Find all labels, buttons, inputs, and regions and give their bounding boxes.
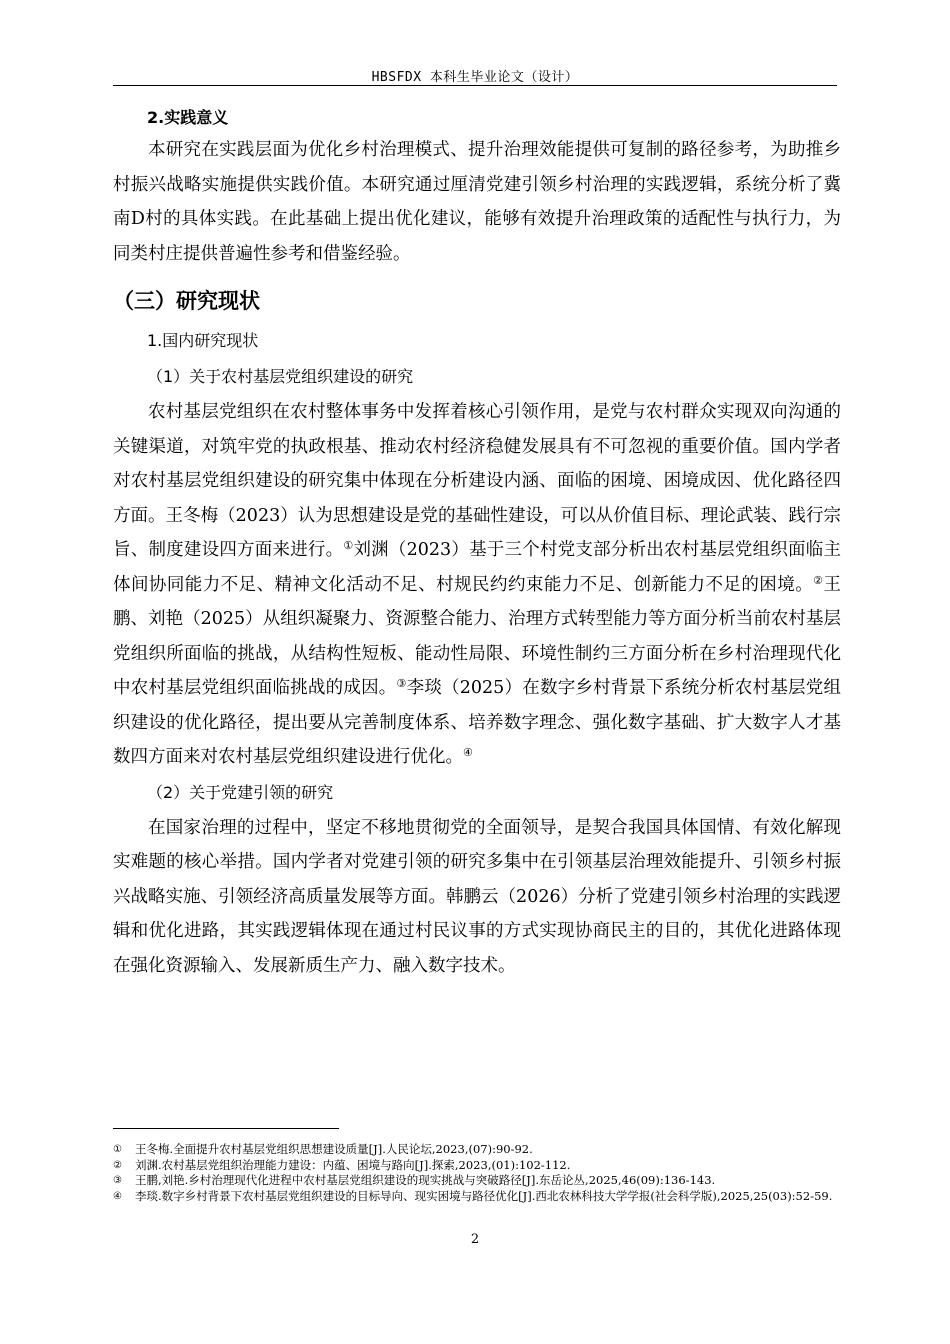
subheading-domestic-research: 1.国内研究现状 (147, 331, 259, 350)
footnote-2 (113, 1158, 841, 1174)
subheading-party-leadership-research: （2）关于党建引领的研究 (147, 782, 334, 802)
page-number: 2 (470, 1232, 480, 1247)
paragraph-text-b: 刘渊（2023）基于三个村党支部分析出农村基层党组织面临主体间协同能力不足、精神文化活动不足、村规民约约束能力不足、创新能力不足的困境。 (113, 540, 841, 595)
footnote-number: ③ (113, 1175, 122, 1186)
paragraph-practical-significance: 本研究在实践层面为优化乡村治理模式、提升治理效能提供可复制的路径参考，为助推乡村振兴战略实施提供实践价值。本研究通过厘清党建引领乡村治理的实践逻辑，系统分析了冀南D村的具体实践。在此基础上提出优化建议，能够有效提升治理政策的适配性与执行力，为同类村庄提供普遍性参考和借鉴经验。 (113, 140, 841, 264)
footnote-ref-3[interactable]: ③ (396, 677, 407, 690)
paragraph-party-organization (113, 395, 841, 775)
footnote-text: 刘渊.农村基层党组织治理能力建设：内蕴、困境与路向[J].探索,2023,(01):102-112. (135, 1157, 571, 1172)
footnote-ref-4[interactable]: ④ (463, 746, 473, 759)
footnotes (113, 1142, 841, 1204)
header-rule (113, 85, 837, 86)
footnote-text: 王鹏,刘艳.乡村治理现代化进程中农村基层党组织建设的现实挑战与突破路径[J].东岳论丛,2025,46(09):136-143. (135, 1173, 716, 1187)
footnote-4 (113, 1189, 841, 1205)
footnote-number: ② (113, 1159, 122, 1171)
paragraph-text-d: 李琰（2025）在数字乡村背景下系统分析农村基层党组织建设的优化路径，提出要从完善制度体系、培养数字理念、强化数字基础、扩大数字人才基数四方面来对农村基层党组织建设进行优化。 (113, 678, 841, 767)
footnote-ref-1[interactable]: ① (343, 539, 354, 552)
section-heading-practical-significance: 2.实践意义 (147, 108, 229, 127)
footnote-number: ④ (113, 1190, 122, 1202)
footnote-ref-2[interactable]: ② (813, 573, 824, 587)
body-text (113, 103, 841, 983)
subheading-party-organization-research: （1）关于农村基层党组织建设的研究 (147, 367, 414, 386)
footnote-text: 王冬梅.全面提升农村基层党组织思想建设质量[J].人民论坛,2023,(07):90-92. (135, 1142, 533, 1156)
running-header: HBSFDX 本科生毕业论文（设计） (371, 70, 579, 85)
paragraph-text-a: 农村基层党组织在农村整体事务中发挥着核心引领作用，是党与农村群众实现双向沟通的关键渠道，对筑牢党的执政根基、推动农村经济稳健发展具有不可忽视的重要价值。国内学者对农村基层党组织建设的研究集中体现在分析建设内涵、面临的困境、困境成因、优化路径四方面。王冬梅（2023）认为思想建设是党的基础性建设，可以从价值目标、理论武装、践行宗旨、制度建设四方面来进行。 (113, 402, 841, 560)
paragraph-text-c: 王鹏、刘艳（2025）从组织凝聚力、资源整合能力、治理方式转型能力等方面分析当前农村基层党组织所面临的挑战，从结构性短板、能动性局限、环境性制约三方面分析在乡村治理现代化中农村基层党组织面临挑战的成因。 (113, 574, 841, 698)
footnote-number: ① (113, 1144, 122, 1155)
paragraph-party-leadership: 在国家治理的过程中，坚定不移地贯彻党的全面领导，是契合我国具体国情、有效化解现实难题的核心举措。国内学者对党建引领的研究多集中在引领基层治理效能提升、引领乡村振兴战略实施、引领经济高质量发展等方面。韩鹏云（2026）分析了党建引领乡村治理的实践逻辑和优化进路，其实践逻辑体现在通过村民议事的方式实现协商民主的目的，其优化进路体现在强化资源输入、发展新质生产力、融入数字技术。 (113, 817, 841, 976)
footnote-3 (113, 1173, 841, 1189)
footnote-separator (113, 1128, 339, 1129)
footnote-1 (113, 1142, 841, 1158)
footnote-text: 李琰.数字乡村背景下农村基层党组织建设的目标导向、现实困境与路径优化[J].西北农林科技大学学报(社会科学版),2025,25(03):52-59. (135, 1188, 833, 1203)
section-heading-research-status: （三）研究现状 (113, 289, 260, 313)
